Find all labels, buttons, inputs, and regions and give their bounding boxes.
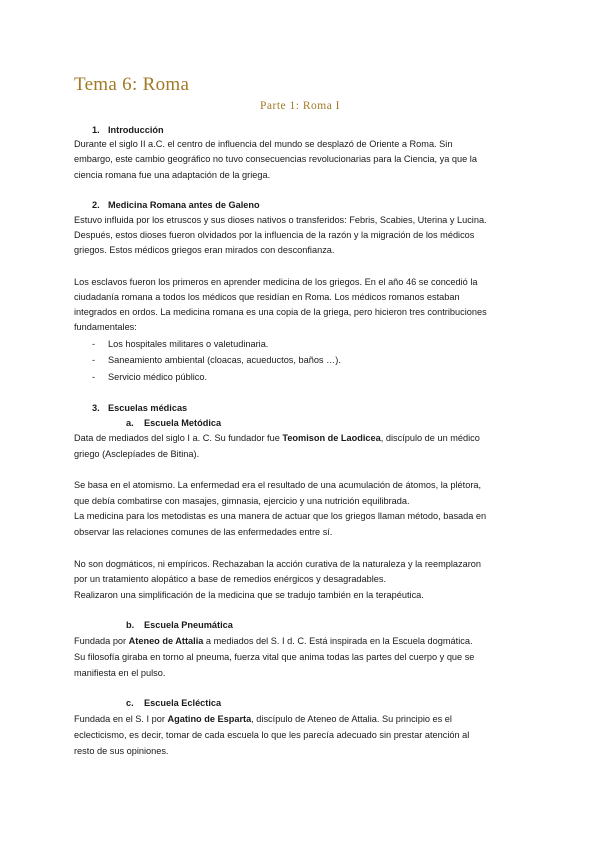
section-1-number: 1. bbox=[92, 125, 100, 135]
subsection-a-line: Realizaron una simplificación de la medicina que se tradujo también en la terapéutica. bbox=[74, 590, 424, 600]
subsection-b-heading: Escuela Pneumática bbox=[144, 620, 233, 630]
subsection-a-heading: Escuela Metódica bbox=[144, 418, 222, 428]
founder-name: Ateneo de Attalia bbox=[128, 636, 204, 646]
section-2-line: Los esclavos fueron los primeros en aprender medicina de los griegos. En el año 46 se concedió la bbox=[74, 277, 478, 287]
section-3-number: 3. bbox=[92, 403, 100, 413]
subsection-a-line: que debía combatirse con masajes, gimnasia, ejercicio y una nutrición equilibrada. bbox=[74, 496, 410, 506]
subsection-a-line: Data de mediados del siglo I a. C. Su fundador fue Teomison de Laodicea, discípulo de un médico bbox=[74, 433, 480, 443]
section-2-number: 2. bbox=[92, 200, 100, 210]
section-2-line: ciudadanía romana a todos los médicos que residían en Roma. Los médicos romanos estaban bbox=[74, 292, 460, 302]
subsection-c-line: eclecticismo, es decir, tomar de cada escuela lo que les parecía adecuado sin prestar atención al bbox=[74, 730, 470, 740]
section-2-heading: Medicina Romana antes de Galeno bbox=[108, 200, 260, 210]
subsection-a-line: No son dogmáticos, ni empíricos. Rechazaban la acción curativa de la naturaleza y la reemplazaron bbox=[74, 559, 482, 569]
subsection-b-line: manifiesta en el pulso. bbox=[74, 668, 166, 678]
section-2-line: integrados en ordos. La medicina romana es una copia de la griega, pero hicieron tres contribuciones bbox=[74, 307, 487, 317]
section-2-line: Estuvo influida por los etruscos y sus dioses nativos o transferidos: Febris, Scabies, Uterina y Lucina. bbox=[74, 215, 487, 225]
subsection-c-line: resto de sus opiniones. bbox=[74, 746, 169, 756]
founder-name: Teomison de Laodicea bbox=[282, 433, 381, 443]
bullet-dash: - bbox=[92, 372, 96, 382]
subsection-c-label: c. bbox=[126, 698, 134, 708]
page-subtitle: Parte 1: Roma I bbox=[260, 100, 340, 112]
bullet-dash: - bbox=[92, 339, 96, 349]
subsection-a-line: griego (Asclepíades de Bitina). bbox=[74, 449, 200, 459]
subsection-a-line: La medicina para los metodistas es una manera de actuar que los griegos llaman método, basada en bbox=[74, 511, 487, 521]
section-2-line: griegos. Estos médicos griegos eran mirados con desconfianza. bbox=[74, 245, 335, 255]
section-1-heading: Introducción bbox=[108, 125, 164, 135]
subsection-a-line: por un tratamiento alopático a base de remedios enérgicos y desagradables. bbox=[74, 574, 387, 584]
section-2-line: fundamentales: bbox=[74, 322, 137, 332]
section-3-heading: Escuelas médicas bbox=[108, 403, 188, 413]
section-1-line: embargo, este cambio geográfico no tuvo consecuencias revolucionarias para la Ciencia, ya que la bbox=[74, 154, 477, 164]
bullet-item: Servicio médico público. bbox=[108, 372, 208, 382]
page-title: Tema 6: Roma bbox=[74, 74, 190, 95]
founder-name: Agatino de Esparta bbox=[167, 714, 252, 724]
subsection-a-line: observar las relaciones comunes de las enfermedades entre sí. bbox=[74, 527, 333, 537]
subsection-b-line: Su filosofía giraba en torno al pneuma, fuerza vital que anima todas las partes del cuerpo y que se bbox=[74, 652, 475, 662]
bullet-item: Los hospitales militares o valetudinaria. bbox=[108, 339, 269, 349]
subsection-c-heading: Escuela Ecléctica bbox=[144, 698, 222, 708]
subsection-a-label: a. bbox=[126, 418, 134, 428]
subsection-b-line: Fundada por Ateneo de Attalia a mediados del S. I d. C. Está inspirada en la Escuela dogmática. bbox=[74, 636, 473, 646]
section-2-line: Después, estos dioses fueron olvidados por la influencia de la razón y la migración de los médicos bbox=[74, 230, 475, 240]
subsection-c-line: Fundada en el S. I por Agatino de Esparta, discípulo de Ateneo de Attalia. Su principio es el bbox=[74, 714, 452, 724]
section-1-line: Durante el siglo II a.C. el centro de influencia del mundo se desplazó de Oriente a Roma. Sin bbox=[74, 139, 453, 149]
bullet-item: Saneamiento ambiental (cloacas, acueductos, baños …). bbox=[108, 355, 341, 365]
section-1-line: ciencia romana fue una adaptación de la griega. bbox=[74, 170, 271, 180]
subsection-a-line: Se basa en el atomismo. La enfermedad era el resultado de una acumulación de átomos, la plétora, bbox=[74, 480, 482, 490]
subsection-b-label: b. bbox=[126, 620, 135, 630]
bullet-dash: - bbox=[92, 355, 96, 365]
